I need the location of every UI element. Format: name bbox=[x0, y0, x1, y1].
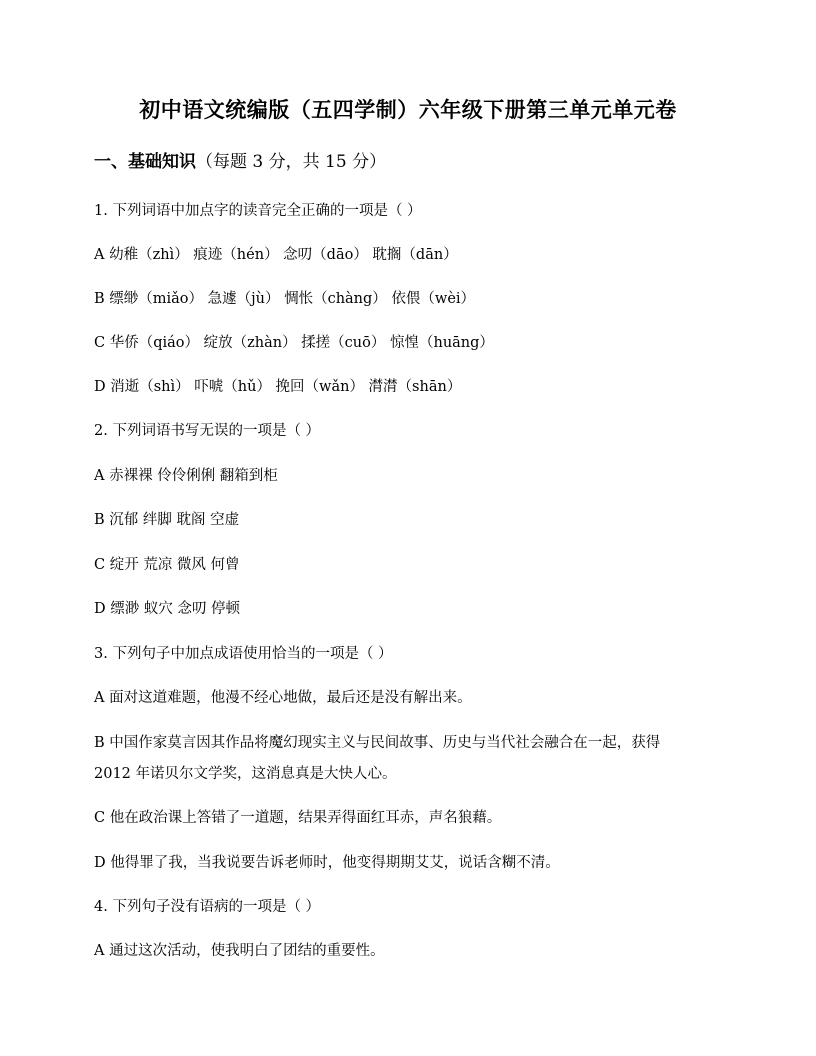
question-2-option-b: B 沉郁 绊脚 耽阁 空虚 bbox=[94, 512, 240, 528]
question-2-option-c: C 绽开 荒凉 微风 何曾 bbox=[94, 557, 240, 573]
question-4-option-a: A 通过这次活动，使我明白了团结的重要性。 bbox=[94, 943, 385, 959]
section-heading-label: 一、基础知识 bbox=[94, 152, 196, 172]
question-1-option-d: D 消逝（shì） 吓唬（hǔ） 挽回（wǎn） 潸潸（shān） bbox=[94, 379, 462, 395]
question-1-stem: 1. 下列词语中加点字的读音完全正确的一项是（ ） bbox=[94, 203, 422, 219]
section-heading-note: （每题 3 分，共 15 分） bbox=[196, 152, 387, 172]
question-3-stem: 3. 下列句子中加点成语使用恰当的一项是（ ） bbox=[94, 646, 393, 662]
question-1-option-b: B 缥缈（miǎo） 急遽（jù） 惆怅（chàng） 依偎（wèi） bbox=[94, 291, 476, 307]
question-3-option-d: D 他得罪了我，当我说要告诉老师时，他变得期期艾艾，说话含糊不清。 bbox=[94, 855, 560, 871]
question-2-stem: 2. 下列词语书写无误的一项是（ ） bbox=[94, 423, 321, 439]
question-3-option-a: A 面对这道难题，他漫不经心地做，最后还是没有解出来。 bbox=[94, 690, 472, 706]
question-2-option-a: A 赤裸裸 伶伶俐俐 翻箱到柜 bbox=[94, 468, 278, 484]
question-2-option-d: D 缥渺 蚁穴 念叨 停顿 bbox=[94, 601, 241, 617]
section-heading bbox=[94, 150, 386, 174]
question-1-option-a: A 幼稚（zhì） 痕迹（hén） 念叨（dāo） 耽搁（dān） bbox=[94, 247, 458, 263]
question-1-option-c: C 华侨（qiáo） 绽放（zhàn） 揉搓（cuō） 惊惶（huāng） bbox=[94, 335, 494, 351]
question-4-stem: 4. 下列句子没有语病的一项是（ ） bbox=[94, 899, 321, 915]
question-3-option-b-continued: 2012 年诺贝尔文学奖，这消息真是大快人心。 bbox=[94, 766, 397, 782]
question-3-option-c: C 他在政治课上答错了一道题，结果弄得面红耳赤，声名狼藉。 bbox=[94, 810, 502, 826]
document-title: 初中语文统编版（五四学制）六年级下册第三单元单元卷 bbox=[139, 97, 677, 122]
question-3-option-b: B 中国作家莫言因其作品将魔幻现实主义与民间故事、历史与当代社会融合在一起，获得 bbox=[94, 735, 661, 751]
